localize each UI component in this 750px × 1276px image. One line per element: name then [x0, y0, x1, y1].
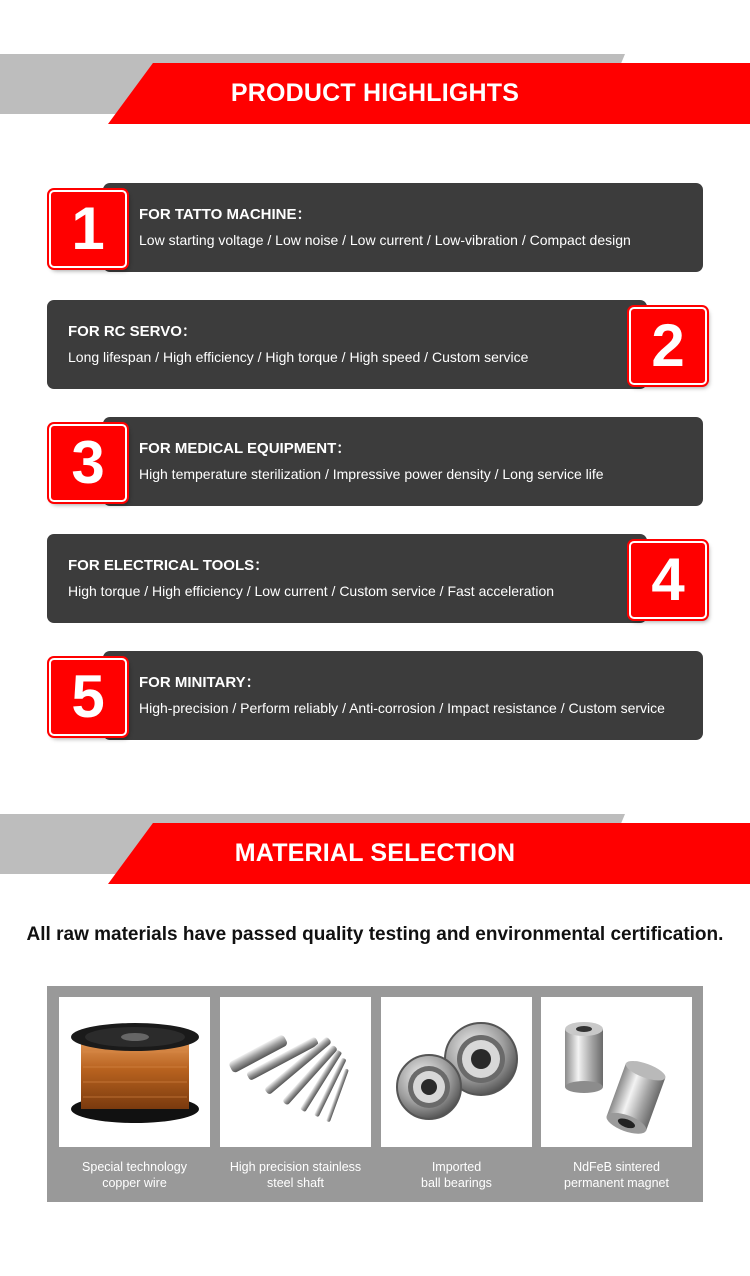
highlight-number-badge: 5: [49, 658, 127, 736]
highlight-row-3: [47, 417, 703, 506]
highlight-card: [103, 651, 703, 740]
material-caption: NdFeB sintered permanent magnet: [564, 1160, 669, 1190]
material-selection-title: MATERIAL SELECTION: [234, 839, 516, 867]
highlight-heading: FOR TATTO MACHINE：: [139, 206, 312, 223]
material-selection-banner: [0, 814, 750, 884]
material-caption: Imported ball bearings: [421, 1160, 492, 1190]
highlight-heading: FOR RC SERVO：: [68, 323, 197, 340]
highlight-heading: FOR MINITARY：: [139, 674, 261, 691]
steel-shafts-image: [220, 997, 371, 1147]
material-caption: Special technology copper wire: [82, 1160, 187, 1190]
highlight-description: High torque / High efficiency / Low current / Custom service / Fast acceleration: [68, 583, 555, 599]
highlight-card: [47, 300, 647, 389]
highlight-number-badge: 1: [49, 190, 127, 268]
highlight-description: Low starting voltage / Low noise / Low current / Low-vibration / Compact design: [139, 232, 631, 248]
material-item: [59, 997, 210, 1202]
highlight-card: [47, 534, 647, 623]
highlight-description: High-precision / Perform reliably / Anti-corrosion / Impact resistance / Custom service: [139, 700, 665, 716]
highlight-number-badge: 3: [49, 424, 127, 502]
ring-magnets-image: [541, 997, 692, 1147]
highlight-number-badge: 2: [629, 307, 707, 385]
material-caption: High precision stainless steel shaft: [229, 1160, 362, 1190]
material-item: [381, 997, 532, 1202]
highlight-row-2: [47, 300, 703, 389]
material-subtitle: All raw materials have passed quality testing and environmental certification.: [26, 924, 724, 945]
highlight-heading: FOR ELECTRICAL TOOLS：: [68, 557, 270, 574]
highlight-card: [103, 183, 703, 272]
product-highlights-banner: [0, 54, 750, 124]
copper-wire-spool-image: [59, 997, 210, 1147]
material-item: [541, 997, 692, 1202]
material-item: [220, 997, 371, 1202]
ball-bearings-image: [381, 997, 532, 1147]
highlight-row-5: [47, 651, 703, 740]
highlight-heading: FOR MEDICAL EQUIPMENT：: [139, 440, 352, 457]
highlight-row-4: [47, 534, 703, 623]
product-highlights-title: PRODUCT HIGHLIGHTS: [230, 79, 520, 107]
highlight-row-1: [47, 183, 703, 272]
highlight-number-badge: 4: [629, 541, 707, 619]
highlight-card: [103, 417, 703, 506]
highlight-description: Long lifespan / High efficiency / High torque / High speed / Custom service: [68, 349, 529, 365]
highlight-description: High temperature sterilization / Impressive power density / Long service life: [139, 466, 604, 482]
materials-panel: [47, 986, 703, 1202]
